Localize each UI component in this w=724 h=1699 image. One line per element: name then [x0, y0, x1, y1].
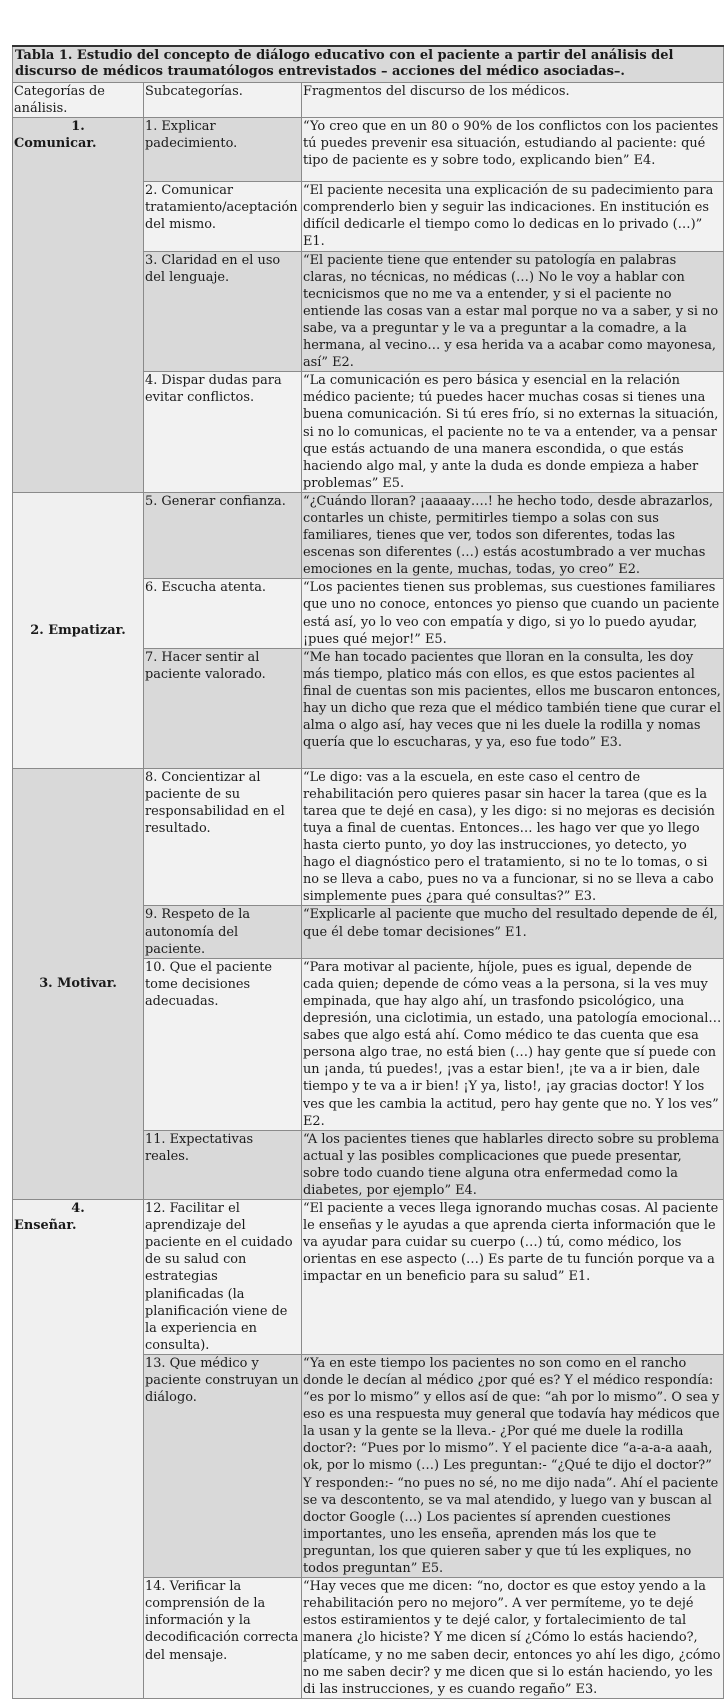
category-number: 2.: [30, 622, 44, 638]
fragment-cell: “Hay veces que me dicen: “no, doctor es que estoy yendo a la rehabilitación pero no mejoro”. A ver permíteme, yo te dejé estos estiramientos y te dejé calor, y fortalecimiento de tal manera ¿lo hiciste? Y me dicen sí ¿Cómo lo estás haciendo?, platícame, y no me saben decir, entonces yo ahí les digo, ¿cómo no me saben decir? y me dicen que si lo están haciendo, yo les di las instrucciones, y es cuando regaño” E3.: [302, 1578, 724, 1699]
fragment-cell: “¿Cuándo lloran? ¡aaaaay….! he hecho todo, desde abrazarlos, contarles un chiste, permitirles tiempo a solas con sus familiares, tienes que ver, todos son diferentes, todas las escenas son diferentes (…) estás acostumbrado a ver muchas emociones en la gente, muchas, todas, yo creo” E2.: [302, 492, 724, 578]
subcategory-cell: 12. Facilitar el aprendizaje del paciente en el cuidado de su salud con estrategias planificadas (la planificación viene de la experiencia en consulta).: [144, 1200, 302, 1355]
fragment-cell: “A los pacientes tienes que hablarles directo sobre su problema actual y las posibles complicaciones que puede presentar, sobre todo cuando tiene alguna otra enfermedad como la diabetes, por ejemplo” E4.: [302, 1130, 724, 1199]
table-header-row: [13, 83, 724, 118]
subcategory-cell: 8. Concientizar al paciente de su responsabilidad en el resultado.: [144, 768, 302, 906]
results-table: [12, 45, 724, 1699]
fragment-cell: “Yo creo que en un 80 o 90% de los conflictos con los pacientes tú puedes prevenir esa situación, estudiando al paciente: qué tipo de paciente es y sobre todo, explicando bien” E4.: [302, 118, 724, 182]
subcategory-cell: 10. Que el paciente tome decisiones adecuadas.: [144, 958, 302, 1130]
subcategory-cell: 2. Comunicar tratamiento/aceptación del mismo.: [144, 182, 302, 251]
category-number: 1.: [71, 119, 85, 135]
category-empatizar: [13, 492, 144, 768]
subcategory-cell: 4. Dispar dudas para evitar conflictos.: [144, 372, 302, 493]
table-row: [13, 492, 724, 578]
header-fragments: Fragmentos del discurso de los médicos.: [302, 83, 724, 118]
category-name: Enseñar.: [14, 1218, 77, 1234]
fragment-cell: “Ya en este tiempo los pacientes no son como en el rancho donde le decían al médico ¿por qué es? Y el médico respondía: “es por lo mismo” y ellos así de que: “ah por lo mismo”. O sea y eso es una respuesta muy general que todavía hay médicos que la usan y la gente se la lleva.- ¿Por qué me duele la rodilla doctor?: “Pues por lo mismo”. Y el paciente dice “a-a-a-a aaah, ok, por lo mismo (…) Les preguntan:- “¿Qué te dijo el doctor?” Y responden:- “no pues no sé, no me dijo nada”. Ahí el paciente se va descontento, se va mal atendido, y luego van y buscan al doctor Google (…) Los pacientes sí aprenden cuestiones importantes, uno les enseña, aprenden más los que te preguntan, los que quieren saber y que tú les expliques, no todos preguntan” E5.: [302, 1354, 724, 1577]
category-motivar: [13, 768, 144, 1199]
fragment-cell: “Los pacientes tienen sus problemas, sus cuestiones familiares que uno no conoce, entonces yo pienso que cuando un paciente está así, yo lo veo con empatía y digo, si yo lo puedo ayudar, ¡pues qué mejor!” E5.: [302, 579, 724, 648]
category-name: Motivar.: [57, 976, 117, 992]
category-name: Empatizar.: [48, 622, 126, 638]
fragment-cell: “La comunicación es pero básica y esencial en la relación médico paciente; tú puedes hacer muchas cosas si tienes una buena comunicación. Si tú eres frío, si no externas la situación, si no lo comunicas, el paciente no te va a entender, va a pensar que estás actuando de una manera escondida, o que estás haciendo algo mal, y ante la duda es donde empieza a haber problemas” E5.: [302, 372, 724, 493]
subcategory-cell: 9. Respeto de la autonomía del paciente.: [144, 906, 302, 958]
subcategory-cell: 3. Claridad en el uso del lenguaje.: [144, 251, 302, 372]
fragment-cell: “Explicarle al paciente que mucho del resultado depende de él, que él debe tomar decisiones” E1.: [302, 906, 724, 958]
table-title: Tabla 1. Estudio del concepto de diálogo educativo con el paciente a partir del análisis del discurso de médicos traumatólogos entrevistados – acciones del médico asociadas–.: [13, 46, 724, 83]
fragment-cell: “Para motivar al paciente, híjole, pues es igual, depende de cada quien; depende de cómo veas a la persona, si la ves muy empinada, que hay algo ahí, un trasfondo psicológico, una depresión, una ciclotimia, un estado, una patología emocional… sabes que algo está ahí. Como médico te das cuenta que esa persona algo trae, no está bien (…) hay gente que sí puede con un ¡anda, tú puedes!, ¡vas a estar bien!, ¡te va a ir bien, dale tiempo y te va a ir bien! ¡Y ya, listo!, ¡ay gracias doctor! Y los ves que les cambia la actitud, pero hay gente que no. Y los ves” E2.: [302, 958, 724, 1130]
subcategory-cell: 14. Verificar la comprensión de la información y la decodificación correcta del mensaje.: [144, 1578, 302, 1699]
table-row: [13, 118, 724, 182]
fragment-cell: “Le digo: vas a la escuela, en este caso el centro de rehabilitación pero quieres pasar sin hacer la tarea (que es la tarea que te dejé en casa), y les digo: si no mejoras es decisión tuya a final de cuentas. Entonces… les hago ver que yo llego hasta cierto punto, yo doy las instrucciones, yo detecto, yo hago el diagnóstico pero el tratamiento, si no te lo tomas, o si no se lleva a cabo, pues no va a funcionar, si no se lleva a cabo simplemente pues ¿para qué consultas?” E3.: [302, 768, 724, 906]
category-name: Comunicar.: [14, 136, 97, 152]
subcategory-cell: 1. Explicar padecimiento.: [144, 118, 302, 182]
header-categories: Categorías de análisis.: [13, 83, 144, 118]
fragment-cell: “El paciente necesita una explicación de su padecimiento para comprenderlo bien y seguir las indicaciones. En institución es difícil dedicarle el tiempo como lo dedicas en lo privado (…)” E1.: [302, 182, 724, 251]
fragment-cell: “El paciente a veces llega ignorando muchas cosas. Al paciente le enseñas y le ayudas a que aprenda cierta información que le va ayudar para cuidar su cuerpo (…) tú, como médico, los orientas en ese aspecto (…) Es parte de tu función porque va a impactar en un beneficio para su salud” E1.: [302, 1200, 724, 1355]
category-number: 3.: [39, 976, 53, 992]
fragment-cell: “Me han tocado pacientes que lloran en la consulta, les doy más tiempo, platico más con ellos, es que estos pacientes al final de cuentas son mis pacientes, ellos me buscaron entonces, hay un dicho que reza que el médico también tiene que curar el alma o algo así, hay veces que ni les duele la rodilla y nomas quería que lo escucharas, y ya, eso fue todo” E3.: [302, 648, 724, 768]
category-ensenar: [13, 1200, 144, 1699]
category-comunicar: [13, 118, 144, 493]
subcategory-cell: 7. Hacer sentir al paciente valorado.: [144, 648, 302, 768]
fragment-cell: “El paciente tiene que entender su patología en palabras claras, no técnicas, no médicas (…) No le voy a hablar con tecnicismos que no me va a entender, y si el paciente no entiende las cosas van a estar mal porque no va a saber, y si no sabe, va a preguntar y le va a preguntar a la comadre, a la hermana, al vecino… y esa herida va a acabar como mayonesa, así” E2.: [302, 251, 724, 372]
header-subcategories: Subcategorías.: [144, 83, 302, 118]
document-table-container: [12, 45, 723, 1699]
subcategory-cell: 6. Escucha atenta.: [144, 579, 302, 648]
table-row: [13, 768, 724, 906]
subcategory-cell: 11. Expectativas reales.: [144, 1130, 302, 1199]
table-row: [13, 1200, 724, 1355]
subcategory-cell: 13. Que médico y paciente construyan un diálogo.: [144, 1354, 302, 1577]
category-number: 4.: [71, 1201, 85, 1217]
subcategory-cell: 5. Generar confianza.: [144, 492, 302, 578]
